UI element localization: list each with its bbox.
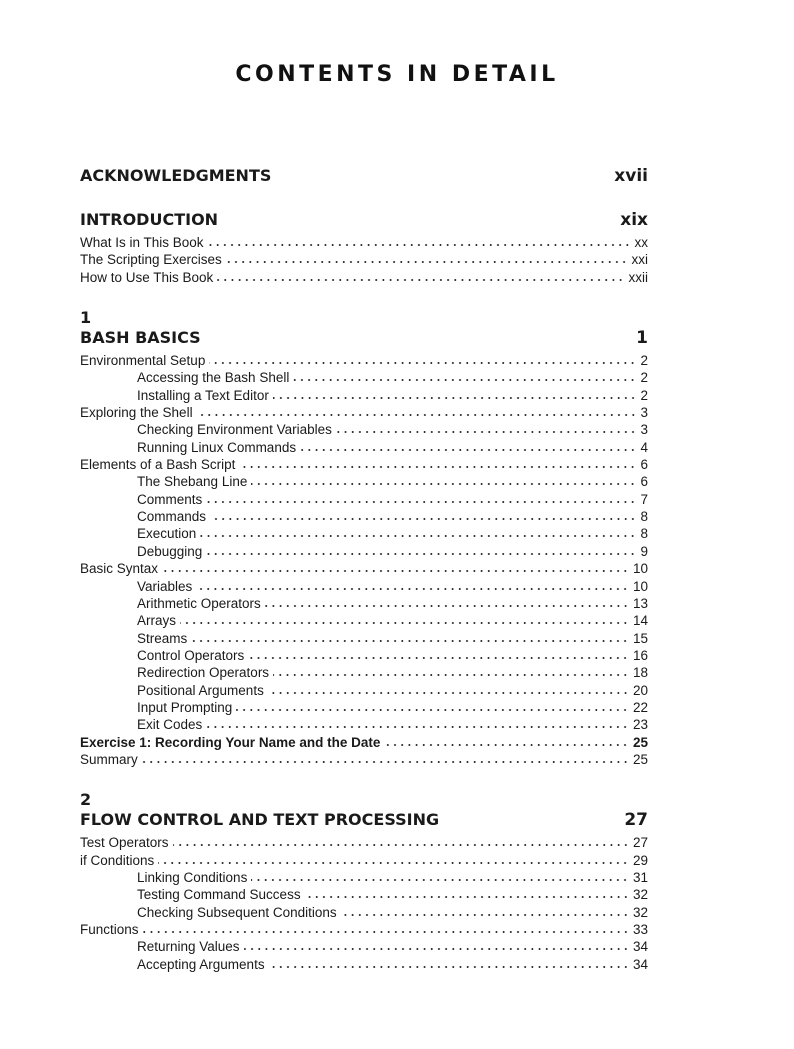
toc-entry[interactable] <box>80 251 648 268</box>
entry-page-number: xxii <box>628 269 648 285</box>
entry-label: Basic Syntax <box>80 561 159 577</box>
entry-page-number: 7 <box>640 491 648 507</box>
toc-subentry[interactable] <box>80 904 648 921</box>
toc-section <box>80 209 648 286</box>
entry-page-number: 8 <box>640 526 648 542</box>
dot-leader <box>158 861 629 865</box>
toc-section <box>80 308 648 768</box>
toc-subentry[interactable] <box>80 421 648 438</box>
toc-subentry[interactable] <box>80 699 648 716</box>
entry-page-number: 3 <box>640 405 648 421</box>
entry-page-number: 15 <box>632 630 648 646</box>
entry-label: Exercise 1: Recording Your Name and the Date <box>80 734 381 750</box>
dot-leader <box>206 725 629 729</box>
toc-subentry[interactable] <box>80 647 648 664</box>
entry-label: Redirection Operators <box>137 665 270 681</box>
dot-leader <box>251 878 629 882</box>
toc-subentry[interactable] <box>80 525 648 542</box>
toc-entry[interactable] <box>80 921 648 938</box>
entry-label: Test Operators <box>80 835 169 851</box>
dot-leader <box>206 552 636 556</box>
dot-leader <box>239 465 636 469</box>
chapter-page-number: xix <box>620 210 648 230</box>
entry-label: Accessing the Bash Shell <box>137 370 290 386</box>
toc-entry[interactable] <box>80 734 648 751</box>
entry-label: Linking Conditions <box>137 869 248 885</box>
dot-leader <box>226 260 628 264</box>
entry-label: Commands <box>137 509 207 525</box>
entry-page-number: 23 <box>632 717 648 733</box>
dot-leader <box>142 760 629 764</box>
dot-leader <box>191 639 629 643</box>
dot-leader <box>248 656 629 660</box>
entry-page-number: 33 <box>632 922 648 937</box>
entry-page-number: 25 <box>632 734 648 750</box>
entry-label: Functions <box>80 922 139 937</box>
chapter-title: ACKNOWLEDGMENTS <box>80 166 272 185</box>
entry-page-number: 6 <box>640 457 648 473</box>
dot-leader <box>341 913 629 917</box>
entry-page-number: xx <box>634 235 648 250</box>
entry-label: Accepting Arguments <box>137 956 265 972</box>
entry-label: Arithmetic Operators <box>137 595 261 611</box>
entry-page-number: 10 <box>632 561 648 577</box>
entry-page-number: 32 <box>632 887 648 903</box>
entry-page-number: 32 <box>632 904 648 920</box>
entry-label: Arrays <box>137 613 177 629</box>
toc-entry[interactable] <box>80 234 648 251</box>
entry-label: Returning Values <box>137 939 240 955</box>
entry-label: What Is in This Book <box>80 235 204 250</box>
chapter-heading[interactable] <box>80 327 648 349</box>
toc-subentry[interactable] <box>80 369 648 386</box>
entry-label: Positional Arguments <box>137 682 264 698</box>
chapter-number: 2 <box>80 790 92 810</box>
toc-subentry[interactable] <box>80 508 648 525</box>
toc-entry[interactable] <box>80 352 648 369</box>
toc-subentry[interactable] <box>80 869 648 886</box>
toc-subentry[interactable] <box>80 630 648 647</box>
toc-subentry[interactable] <box>80 682 648 699</box>
toc-subentry[interactable] <box>80 956 648 973</box>
dot-leader <box>180 621 629 625</box>
entry-label: Exploring the Shell <box>80 405 193 421</box>
toc-subentry[interactable] <box>80 439 648 456</box>
entry-label: Summary <box>80 751 138 767</box>
entry-page-number: 3 <box>640 422 648 438</box>
chapter-title: FLOW CONTROL AND TEXT PROCESSING <box>80 810 440 830</box>
dot-leader <box>200 534 636 538</box>
entry-page-number: 8 <box>640 509 648 525</box>
entry-label: Environmental Setup <box>80 353 206 369</box>
dot-leader <box>236 708 629 712</box>
dot-leader <box>196 587 629 591</box>
dot-leader <box>305 895 629 899</box>
entry-label: The Shebang Line <box>137 474 248 490</box>
entry-page-number: 16 <box>632 647 648 663</box>
toc-entry[interactable] <box>80 751 648 768</box>
toc-entry[interactable] <box>80 834 648 851</box>
entry-label: Input Prompting <box>137 699 233 715</box>
toc-subentry[interactable] <box>80 543 648 560</box>
entry-label: The Scripting Exercises <box>80 252 222 268</box>
entry-page-number: 22 <box>632 699 648 715</box>
dot-leader <box>162 569 629 573</box>
dot-leader <box>217 278 624 282</box>
dot-leader <box>336 430 637 434</box>
entry-page-number: 18 <box>632 665 648 681</box>
entry-label: if Conditions <box>80 852 155 868</box>
entry-label: Testing Command Success <box>137 887 301 903</box>
entry-list <box>80 352 648 768</box>
dot-leader <box>293 378 636 382</box>
entry-label: Checking Subsequent Conditions <box>137 904 337 920</box>
entry-page-number: xxi <box>631 252 648 268</box>
chapter-page-number: xvii <box>614 166 648 186</box>
entry-page-number: 2 <box>640 370 648 386</box>
dot-leader <box>384 743 629 747</box>
entry-label: Elements of a Bash Script <box>80 457 236 473</box>
dot-leader <box>210 517 636 521</box>
dot-leader <box>197 413 637 417</box>
toc-subentry[interactable] <box>80 612 648 629</box>
entry-page-number: 13 <box>632 595 648 611</box>
entry-list <box>80 234 648 286</box>
entry-page-number: 20 <box>632 682 648 698</box>
dot-leader <box>265 604 629 608</box>
chapter-heading[interactable] <box>80 809 648 831</box>
toc-subentry[interactable] <box>80 387 648 404</box>
dot-leader <box>244 947 629 951</box>
entry-label: Debugging <box>137 543 203 559</box>
toc-entry[interactable] <box>80 852 648 869</box>
dot-leader <box>251 482 636 486</box>
entry-label: Comments <box>137 491 203 507</box>
toc-subentry[interactable] <box>80 491 648 508</box>
entry-label: Exit Codes <box>137 717 203 733</box>
entry-label: Variables <box>137 578 193 594</box>
entry-page-number: 4 <box>640 439 648 455</box>
toc-subentry[interactable] <box>80 664 648 681</box>
chapter-page-number: 27 <box>624 810 648 831</box>
entry-page-number: 2 <box>640 353 648 369</box>
entry-label: Running Linux Commands <box>137 439 297 455</box>
page-title: CONTENTS IN DETAIL <box>235 62 559 87</box>
dot-leader <box>143 930 629 934</box>
entry-label: Execution <box>137 526 197 542</box>
entry-label: Installing a Text Editor <box>137 387 269 403</box>
entry-label: Control Operators <box>137 647 245 663</box>
entry-page-number: 34 <box>632 939 648 955</box>
dot-leader <box>273 673 629 677</box>
chapter-page-number: 1 <box>636 328 648 349</box>
chapter-heading[interactable] <box>80 165 648 187</box>
dot-leader <box>269 965 629 969</box>
entry-page-number: 6 <box>640 474 648 490</box>
toc-subentry[interactable] <box>80 578 648 595</box>
dot-leader <box>273 396 637 400</box>
entry-page-number: 27 <box>632 835 648 851</box>
entry-page-number: 29 <box>632 852 648 868</box>
entry-label: Checking Environment Variables <box>137 422 332 438</box>
entry-label: Streams <box>137 630 188 646</box>
dot-leader <box>300 448 636 452</box>
toc-subentry[interactable] <box>80 938 648 955</box>
toc-subentry[interactable] <box>80 886 648 903</box>
toc-subentry[interactable] <box>80 595 648 612</box>
entry-page-number: 14 <box>632 613 648 629</box>
chapter-title: BASH BASICS <box>80 328 201 348</box>
dot-leader <box>209 361 636 365</box>
entry-page-number: 34 <box>632 956 648 972</box>
entry-page-number: 9 <box>640 543 648 559</box>
chapter-number: 1 <box>80 308 92 328</box>
toc-entry[interactable] <box>80 269 648 286</box>
dot-leader <box>173 843 629 847</box>
dot-leader <box>208 243 631 247</box>
toc-section <box>80 165 648 187</box>
entry-page-number: 10 <box>632 578 648 594</box>
toc-entry[interactable] <box>80 404 648 421</box>
chapter-title: INTRODUCTION <box>80 210 219 229</box>
entry-page-number: 25 <box>632 751 648 767</box>
entry-page-number: 2 <box>640 387 648 403</box>
toc-section <box>80 790 648 973</box>
entry-list <box>80 834 648 973</box>
toc-subentry[interactable] <box>80 473 648 490</box>
table-of-contents <box>80 165 648 973</box>
chapter-heading[interactable] <box>80 209 648 231</box>
entry-label: How to Use This Book <box>80 269 214 285</box>
entry-page-number: 31 <box>632 869 648 885</box>
toc-subentry[interactable] <box>80 716 648 733</box>
toc-entry[interactable] <box>80 456 648 473</box>
dot-leader <box>268 691 629 695</box>
toc-entry[interactable] <box>80 560 648 577</box>
dot-leader <box>206 500 636 504</box>
